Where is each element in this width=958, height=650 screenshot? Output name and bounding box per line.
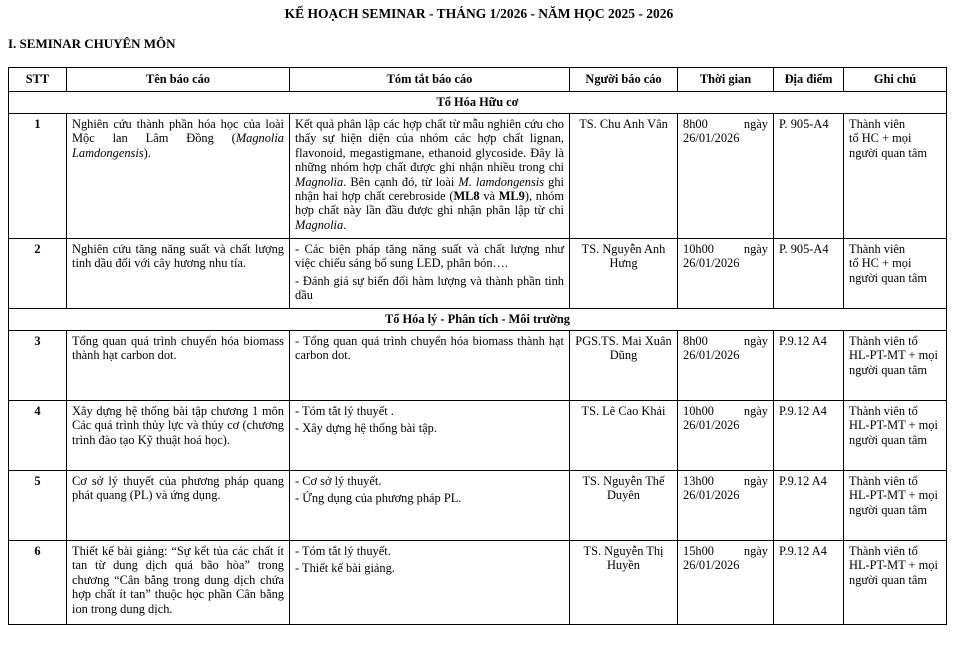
row-summary: - Tóm tắt lý thuyết . - Xây dựng hệ thống bài tập.: [290, 401, 570, 471]
table-row: [9, 239, 947, 309]
table-row: [9, 114, 947, 239]
group-name: Tổ Hóa Hữu cơ: [9, 92, 947, 114]
col-header-time: Thời gian: [678, 68, 774, 92]
row-time: 10h00 ngày 26/01/2026: [678, 401, 774, 471]
row-place: P. 905-A4: [774, 239, 844, 309]
section-heading: I. SEMINAR CHUYÊN MÔN: [8, 36, 176, 51]
row-place: P.9.12 A4: [774, 471, 844, 541]
row-stt: 5: [9, 471, 67, 541]
row-stt: 2: [9, 239, 67, 309]
row-presenter: TS. Nguyễn Thị Huyền: [570, 541, 678, 625]
page-title: KẾ HOẠCH SEMINAR - THÁNG 1/2026 - NĂM HỌC 2025 - 2026: [284, 6, 674, 21]
row-title: Nghiên cứu thành phần hóa học của loài Mộc lan Lâm Đồng (Magnolia Lamdongensis).: [67, 114, 290, 239]
col-header-title: Tên báo cáo: [67, 68, 290, 92]
table-row: [9, 541, 947, 625]
group-row: [9, 309, 947, 331]
row-presenter: PGS.TS. Mai Xuân Dũng: [570, 331, 678, 401]
row-title: Thiết kế bài giảng: “Sự kết tủa các chất ít tan từ dung dịch quá bão hòa” trong chương “Cân bằng trong dung dịch chứa hợp chất ít tan” thuộc học phần Cân bằng ion trong dung dịch.: [67, 541, 290, 625]
row-time: 10h00 ngày 26/01/2026: [678, 239, 774, 309]
row-summary: - Các biện pháp tăng năng suất và chất lượng như việc chiếu sáng bổ sung LED, phân bón…. - Đánh giá sự biến đổi hàm lượng và thành phần tinh dầu: [290, 239, 570, 309]
row-place: P.9.12 A4: [774, 401, 844, 471]
row-stt: 1: [9, 114, 67, 239]
row-presenter: TS. Lê Cao Khải: [570, 401, 678, 471]
row-title: Xây dựng hệ thống bài tập chương 1 môn Các quá trình thủy lực và thủy cơ (chương trình đào tạo Kỹ thuật hoá học).: [67, 401, 290, 471]
row-time: 13h00 ngày 26/01/2026: [678, 471, 774, 541]
table-row: [9, 401, 947, 471]
table-row: [9, 331, 947, 401]
row-note: Thành viên tổ HL-PT-MT + mọi người quan tâm: [844, 471, 947, 541]
row-summary: - Tổng quan quá trình chuyển hóa biomass thành hạt carbon dot.: [290, 331, 570, 401]
row-note: Thành viên tổ HL-PT-MT + mọi người quan tâm: [844, 541, 947, 625]
row-summary: - Tóm tắt lý thuyết. - Thiết kế bài giảng.: [290, 541, 570, 625]
seminar-table: [8, 67, 947, 625]
col-header-presenter: Người báo cáo: [570, 68, 678, 92]
row-presenter: TS. Nguyễn Anh Hưng: [570, 239, 678, 309]
row-time: 8h00 ngày 26/01/2026: [678, 114, 774, 239]
row-note: Thành viên tổ HL-PT-MT + mọi người quan tâm: [844, 331, 947, 401]
row-title: Nghiên cứu tăng năng suất và chất lượng tinh dầu đối với cây hương nhu tía.: [67, 239, 290, 309]
group-row: [9, 92, 947, 114]
col-header-stt: STT: [9, 68, 67, 92]
row-presenter: TS. Nguyễn Thế Duyên: [570, 471, 678, 541]
header-row: [9, 68, 947, 92]
row-place: P.9.12 A4: [774, 541, 844, 625]
row-summary: - Cơ sở lý thuyết. - Ứng dụng của phương pháp PL.: [290, 471, 570, 541]
row-place: P.9.12 A4: [774, 331, 844, 401]
row-stt: 3: [9, 331, 67, 401]
row-title: Cơ sở lý thuyết của phương pháp quang phát quang (PL) và ứng dụng.: [67, 471, 290, 541]
row-time: 15h00 ngày 26/01/2026: [678, 541, 774, 625]
row-summary: Kết quả phân lập các hợp chất từ mẫu nghiên cứu cho thấy sự hiện diện của nhóm các hợp chất lignan, flavonoid, megastigmane, ethanoid glycoside. Đây là những nhóm hợp chất được ghi nhận nhiều trong chi Magnolia. Bên cạnh đó, từ loài M. lamdongensis ghi nhận hai hợp chất cerebroside (ML8 và ML9), nhóm hợp chất này lần đầu được ghi nhận phân lập từ chi Magnolia.: [290, 114, 570, 239]
row-note: Thành viên tổ HC + mọi người quan tâm: [844, 114, 947, 239]
row-stt: 4: [9, 401, 67, 471]
row-presenter: TS. Chu Anh Vân: [570, 114, 678, 239]
col-header-place: Địa điểm: [774, 68, 844, 92]
row-place: P. 905-A4: [774, 114, 844, 239]
table-row: [9, 471, 947, 541]
row-stt: 6: [9, 541, 67, 625]
col-header-note: Ghi chú: [844, 68, 947, 92]
row-time: 8h00 ngày 26/01/2026: [678, 331, 774, 401]
col-header-summary: Tóm tắt báo cáo: [290, 68, 570, 92]
row-note: Thành viên tổ HL-PT-MT + mọi người quan tâm: [844, 401, 947, 471]
row-title: Tổng quan quá trình chuyển hóa biomass thành hạt carbon dot.: [67, 331, 290, 401]
group-name: Tổ Hóa lý - Phân tích - Môi trường: [9, 309, 947, 331]
row-note: Thành viên tổ HC + mọi người quan tâm: [844, 239, 947, 309]
